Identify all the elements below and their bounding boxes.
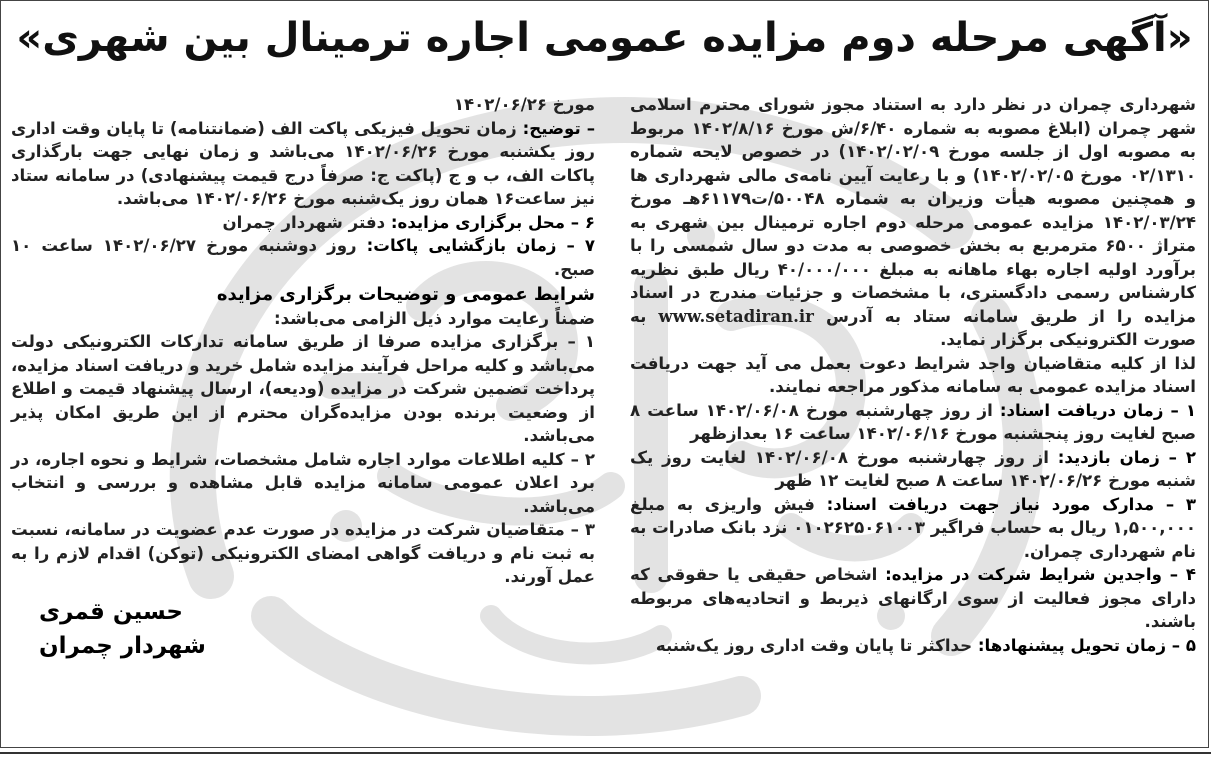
item-label: ۶ – محل برگزاری مزایده: [390, 212, 595, 232]
item-label: ۱ – زمان دریافت اسناد: [999, 400, 1196, 420]
note-text: زمان تحویل فیزیکی پاکت الف (ضمانتنامه) تا پایان وقت اداری روز یکشنبه مورخ ۱۴۰۲/۰۶/۲۶ می‌باشد و زمان نهایی جهت بارگذاری پاکات الف، ب و ج (پاکت ج: صرفاً درج قیمت پیشنهادی) در سامانه ستاد نیز ساعت۱۶ همان روز یک‌شنبه مورخ ۱۴۰۲/۰۶/۲۶ می‌باشد. [11, 118, 595, 208]
condition-item: ۳ – متقاضیان شرکت در مزایده در صورت عدم عضویت در سامانه، نسبت به ثبت نام و دریافت گواهی امضای الکترونیکی (توکن) اقدام لازم را به عمل آورند. [11, 520, 595, 586]
page-title: «آگهی مرحله دوم مزایده عمومی اجاره ترمینال بین شهری» [16, 15, 1193, 61]
website-link[interactable]: www.setadiran.ir [658, 305, 814, 326]
item-visit-time [630, 446, 1196, 493]
item-label: ۳ – مدارک مورد نیاز جهت دریافت اسناد: [826, 494, 1197, 514]
signatory-role: شهردار چمران [39, 632, 206, 659]
item-label: ۵ – زمان تحویل پیشنهادها: [977, 635, 1196, 655]
item-text: روز دوشنبه مورخ ۱۴۰۲/۰۶/۲۷ ساعت ۱۰ صبح. [11, 236, 595, 279]
item-document-time [630, 399, 1196, 446]
item-label: ۴ – واجدین شرایط شرکت در مزایده: [885, 565, 1196, 584]
item-auction-location [11, 211, 595, 235]
intro-text-a: شهرداری چمران در نظر دارد به استناد مجوز شورای محترم اسلامی شهر چمران (ابلاغ مصوبه به شماره ۶/۴۰/ش مورخ ۱۴۰۲/۸/۱۶ مربوط به مصوبه اول از جلسه مورخ ۱۴۰۲/۰۲/۰۹) در خصوص لایحه شماره ۰۲/۱۳۱۰ مورخ ۱۴۰۲/۰۲/۰۵) و با رعایت آیین نامه‌ی مالی شهرداری ها و همچنین مصوبه هیأت وزیران به شماره ۵۰۰۴۸/ت۶۱۱۷۹هـ مورخ ۱۴۰۲/۰۳/۲۴ مزایده عمومی مرحله دوم اجاره ترمینال بین شهری به متراژ ۶۵۰۰ مترمربع به بخش خصوصی به مدت دو سال شمسی را با برآورد اولیه اجاره بهاء ماهانه به مبلغ ۴۰/۰۰۰/۰۰۰ ریال طبق نظریه کارشناس رسمی دادگستری، با مشخصات و جزئیات مندرج در اسناد مزایده را از طریق سامانه ستاد به آدرس [630, 95, 1197, 326]
note-label: – توضیح: [522, 118, 595, 138]
item-text: دفتر شهردار چمران [222, 212, 386, 232]
intro-text-b: به صورت الکترونیکی برگزار نماید. [630, 306, 1196, 349]
signature-block [11, 595, 595, 663]
note-paragraph [11, 117, 595, 211]
item-label: ۷ – زمان بازگشایی پاکات: [366, 236, 596, 255]
condition-item: ۱ – برگزاری مزایده صرفا از طریق سامانه تدارکات الکترونیکی دولت می‌باشد و کلیه مراحل فرآیند مزایده شامل خرید و دریافت اسناد مزایده، پرداخت تضمین شرکت در مزایده (ودیعه)، ارسال پیشنهاد قیمت و اطلاع از وضعیت برنده بودن مزایده‌گران محترم از این طریق امکان پذیر می‌باشد. [11, 332, 595, 445]
item-text: اشخاص حقیقی یا حقوقی که دارای مجوز فعالیت از سوی ارگانهای ذیربط و اتحادیه‌های مربوطه باشند. [630, 565, 1196, 631]
conditions-heading: شرایط عمومی و توضیحات برگزاری مزایده [216, 284, 595, 305]
item-text: فیش واریزی به مبلغ ۱,۵۰۰,۰۰۰ ریال به حساب فراگیر ۰۱۰۲۶۲۵۰۶۱۰۰۳ نزد بانک صادرات به نام شهرداری چمران. [630, 494, 1196, 561]
signatory-name: حسین قمری [39, 598, 183, 625]
item-eligibility [630, 563, 1196, 634]
condition-item: ۲ – کلیه اطلاعات موارد اجاره شامل مشخصات، شرایط و نحوه اجاره، در برد اعلان عمومی سامانه مزایده قابل مشاهده و بررسی و انتخاب می‌باشد. [11, 449, 595, 516]
left-column [11, 93, 595, 663]
item-submission-time [630, 634, 1196, 658]
conditions-intro: ضمناً رعایت موارد ذیل الزامی می‌باشد: [273, 308, 595, 328]
item-text: از روز چهارشنبه مورخ ۱۴۰۲/۰۶/۰۸ لغایت روز یک شنبه مورخ ۱۴۰۲/۰۶/۲۶ ساعت ۸ صبح لغایت ۱۲ ظهر [630, 447, 1196, 490]
item-label: ۲ – زمان بازدید: [1057, 447, 1196, 467]
bottom-divider [0, 752, 1211, 754]
submission-date-line: مورخ ۱۴۰۲/۰۶/۲۶ [453, 95, 595, 114]
invitation-paragraph: لذا از کلیه متقاضیان واجد شرایط دعوت بعمل می آید جهت دریافت اسناد مزایده عمومی به سامانه مذکور مراجعه نمایند. [630, 353, 1196, 396]
item-opening-time [11, 234, 595, 281]
intro-paragraph [630, 93, 1196, 352]
item-text: از روز چهارشنبه مورخ ۱۴۰۲/۰۶/۰۸ ساعت ۸ صبح لغایت روز پنجشنبه مورخ ۱۴۰۲/۰۶/۱۶ ساعت ۱۶ بعدازظهر [630, 400, 1196, 443]
item-text: حداکثر تا پایان وقت اداری روز یک‌شنبه [655, 635, 973, 655]
item-required-documents [630, 493, 1196, 564]
right-column [630, 93, 1196, 657]
